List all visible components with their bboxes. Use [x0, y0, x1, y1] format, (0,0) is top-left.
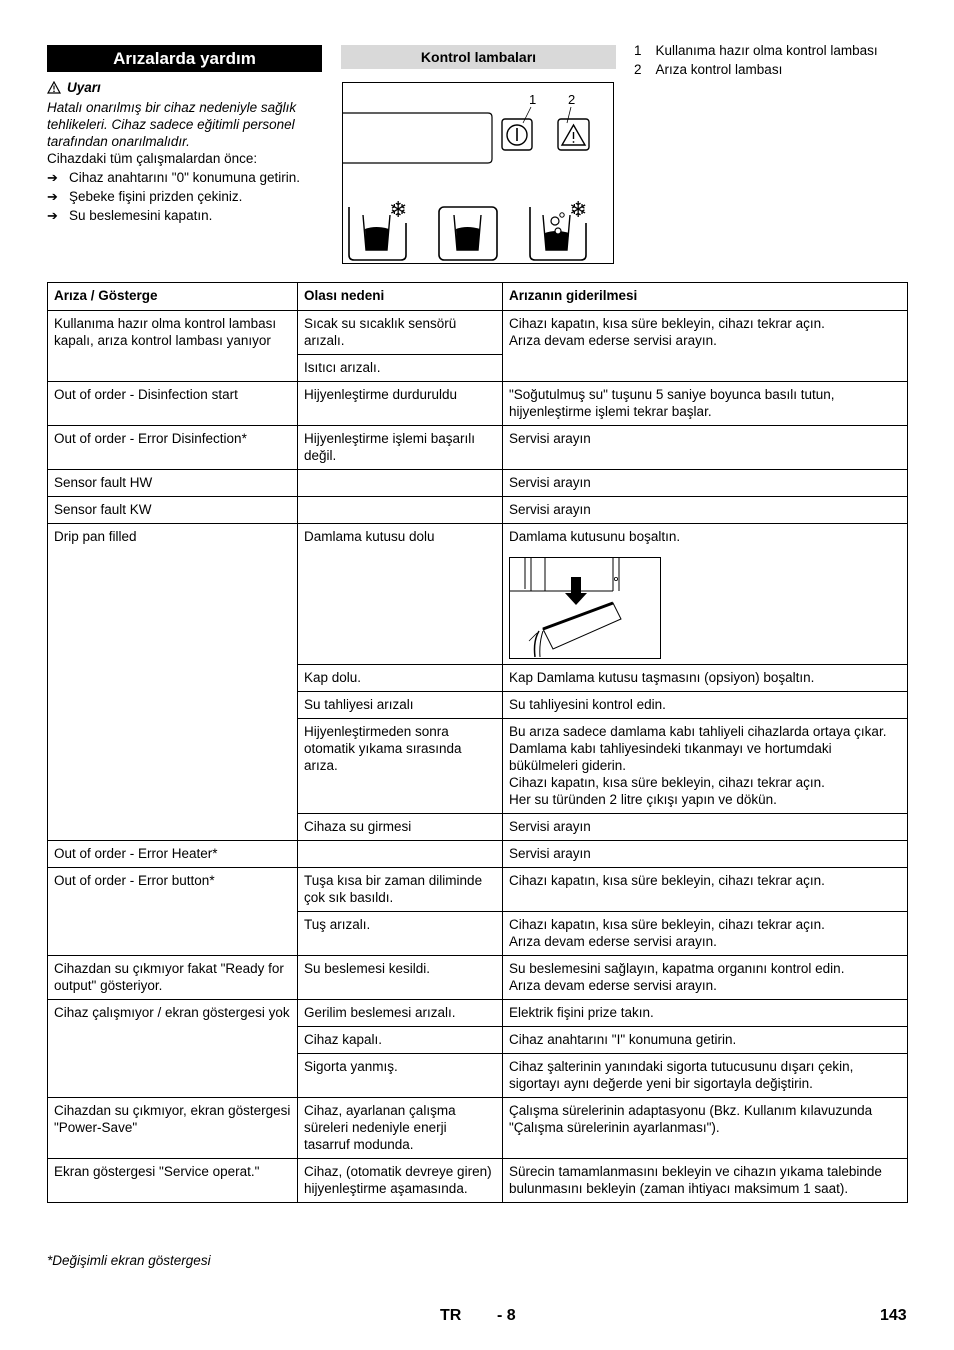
column-header: Arıza / Gösterge	[48, 283, 298, 311]
legend-item	[634, 41, 924, 60]
cause-cell: Damlama kutusu dolu	[298, 524, 503, 665]
arrow-right-icon: ➔	[47, 170, 58, 185]
fault-cell: Drip pan filled	[48, 524, 298, 841]
table-row	[48, 956, 908, 1000]
cause-cell: Cihaz, ayarlanan çalışma süreleri nedeniyle enerji tasarruf modunda.	[298, 1098, 503, 1159]
footer-language: TR	[440, 1307, 462, 1324]
lamp-legend	[634, 41, 924, 79]
remedy-cell: Çalışma sürelerinin adaptasyonu (Bkz. Kullanım kılavuzunda "Çalışma sürelerinin ayarlanması").	[503, 1098, 908, 1159]
fault-cell: Out of order - Error Disinfection*	[48, 426, 298, 470]
remedy-cell: Cihaz anahtarını "I" konumuna getirin.	[503, 1027, 908, 1054]
cold-water-icon	[349, 198, 407, 260]
water-icon	[439, 207, 497, 260]
cause-cell: Su tahliyesi arızalı	[298, 692, 503, 719]
table-row	[48, 524, 908, 665]
remedy-cell: Elektrik fişini prize takın.	[503, 1000, 908, 1027]
table-row	[48, 841, 908, 868]
warning-block	[47, 79, 327, 224]
callout-1: 1	[529, 92, 537, 107]
fault-cell: Cihazdan su çıkmıyor fakat "Ready for output" gösteriyor.	[48, 956, 298, 1000]
warning-title	[47, 79, 327, 96]
cause-cell: Cihaza su girmesi	[298, 814, 503, 841]
remedy-cell: "Soğutulmuş su" tuşunu 5 saniye boyunca basılı tutun, hijyenleştirme işlemi tekrar başlar.	[503, 382, 908, 426]
arrow-right-icon: ➔	[47, 189, 58, 204]
arrow-right-icon: ➔	[47, 208, 58, 223]
remedy-cell: Servisi arayın	[503, 470, 908, 497]
column-header: Arızanın giderilmesi	[503, 283, 908, 311]
warning-step-text: Cihaz anahtarını "0" konumuna getirin.	[69, 170, 300, 185]
footer-page-number: 143	[880, 1307, 907, 1324]
remedy-cell: Bu arıza sadece damlama kabı tahliyeli cihazlarda ortaya çıkar. Damlama kabı tahliyesindeki tıkanmayı ve hortumdaki bükülmeleri giderin. Cihazı kapatın, kısa süre bekleyin, cihazı tekrar açın. Her su türünden 2 litre çıkışı yapın ve dökün.	[503, 719, 908, 814]
fault-cell: Sensor fault KW	[48, 497, 298, 524]
table-row	[48, 1159, 908, 1203]
legend-text: Kullanıma hazır olma kontrol lambası	[655, 43, 878, 58]
warning-step-text: Şebeke fişini prizden çekiniz.	[69, 189, 243, 204]
fault-cell: Cihazdan su çıkmıyor, ekran göstergesi "Power-Save"	[48, 1098, 298, 1159]
legend-item	[634, 60, 924, 79]
warning-text: Hatalı onarılmış bir cihaz nedeniyle sağlık tehlikeleri. Cihaz sadece eğitimli personel tarafından onarılmalıdır.	[47, 100, 297, 149]
lamps-title: Kontrol lambaları	[341, 45, 616, 69]
remedy-cell: Servisi arayın	[503, 841, 908, 868]
callout-2: 2	[568, 92, 576, 107]
column-header: Olası nedeni	[298, 283, 503, 311]
table-row	[48, 470, 908, 497]
cause-cell: Kap dolu.	[298, 665, 503, 692]
fault-cell: Out of order - Error button*	[48, 868, 298, 956]
warning-intro: Cihazdaki tüm çalışmalardan önce:	[47, 151, 258, 166]
power-lamp-icon	[502, 119, 532, 150]
cause-cell: Cihaz kapalı.	[298, 1027, 503, 1054]
remedy-cell: Servisi arayın	[503, 497, 908, 524]
warning-title-text: Uyarı	[67, 80, 101, 95]
remedy-cell	[503, 524, 908, 665]
footer-local-page: - 8	[497, 1307, 516, 1324]
warning-step	[47, 207, 327, 224]
table-row	[48, 382, 908, 426]
remedy-cell: Cihazı kapatın, kısa süre bekleyin, cihazı tekrar açın. Arıza devam ederse servisi arayın.	[503, 311, 908, 382]
table-row	[48, 1000, 908, 1027]
warning-step	[47, 188, 327, 205]
cause-cell: Tuş arızalı.	[298, 912, 503, 956]
table-row	[48, 311, 908, 355]
cause-cell: Tuşa kısa bir zaman diliminde çok sık basıldı.	[298, 868, 503, 912]
remedy-cell: Cihazı kapatın, kısa süre bekleyin, cihazı tekrar açın. Arıza devam ederse servisi arayın.	[503, 912, 908, 956]
cause-cell	[298, 470, 503, 497]
cause-cell: Isıtıcı arızalı.	[298, 355, 503, 382]
table-header-row	[48, 283, 908, 311]
cause-cell: Hijyenleştirme işlemi başarılı değil.	[298, 426, 503, 470]
warning-step-text: Su beslemesini kapatın.	[69, 208, 213, 223]
legend-text: Arıza kontrol lambası	[655, 62, 783, 77]
cause-cell: Su beslemesi kesildi.	[298, 956, 503, 1000]
cause-cell: Hijyenleştirmeden sonra otomatik yıkama sırasında arıza.	[298, 719, 503, 814]
remedy-cell: Kap Damlama kutusu taşmasını (opsiyon) boşaltın.	[503, 665, 908, 692]
remedy-cell: Cihazı kapatın, kısa süre bekleyin, cihazı tekrar açın.	[503, 868, 908, 912]
fault-cell: Kullanıma hazır olma kontrol lambası kapalı, arıza kontrol lambası yanıyor	[48, 311, 298, 382]
fault-cell: Out of order - Disinfection start	[48, 382, 298, 426]
cause-cell: Gerilim beslemesi arızalı.	[298, 1000, 503, 1027]
svg-text:❄: ❄	[389, 198, 408, 223]
cause-cell: Sigorta yanmış.	[298, 1054, 503, 1098]
fault-cell: Sensor fault HW	[48, 470, 298, 497]
troubleshooting-table	[47, 282, 908, 1203]
remedy-cell: Su tahliyesini kontrol edin.	[503, 692, 908, 719]
remedy-cell: Cihaz şalterinin yanındaki sigorta tutucusunu dışarı çekin, sigortayı aynı değerde yeni bir sigortayla değiştirin.	[503, 1054, 908, 1098]
cause-cell: Cihaz, (otomatik devreye giren) hijyenleştirme aşamasında.	[298, 1159, 503, 1203]
drip-pan-illustration	[509, 557, 661, 659]
remedy-cell: Sürecin tamamlanmasını bekleyin ve cihazın yıkama talebinde bulunmasını bekleyin (zaman ihtiyacı maksimum 1 saat).	[503, 1159, 908, 1203]
section-title: Arızalarda yardım	[47, 45, 322, 72]
svg-text:❄: ❄	[569, 198, 588, 223]
remedy-cell: Servisi arayın	[503, 426, 908, 470]
cause-cell	[298, 497, 503, 524]
control-panel-figure	[342, 82, 614, 264]
table-row	[48, 1098, 908, 1159]
legend-number: 2	[634, 62, 642, 77]
sparkling-cold-water-icon	[530, 198, 587, 260]
remedy-text: Damlama kutusunu boşaltın.	[509, 529, 681, 544]
remedy-cell: Servisi arayın	[503, 814, 908, 841]
warning-step	[47, 169, 327, 186]
fault-cell: Out of order - Error Heater*	[48, 841, 298, 868]
fault-cell: Ekran göstergesi "Service operat."	[48, 1159, 298, 1203]
legend-number: 1	[634, 43, 642, 58]
cause-cell	[298, 841, 503, 868]
cause-cell: Hijyenleştirme durduruldu	[298, 382, 503, 426]
warning-triangle-icon	[47, 81, 61, 94]
fault-cell: Cihaz çalışmıyor / ekran göstergesi yok	[48, 1000, 298, 1098]
table-row	[48, 497, 908, 524]
cause-cell: Sıcak su sıcaklık sensörü arızalı.	[298, 311, 503, 355]
remedy-cell: Su beslemesini sağlayın, kapatma organını kontrol edin. Arıza devam ederse servisi arayın.	[503, 956, 908, 1000]
table-row	[48, 426, 908, 470]
warning-lamp-icon	[558, 119, 589, 150]
table-row	[48, 868, 908, 912]
footnote: *Değişimli ekran göstergesi	[47, 1253, 211, 1268]
